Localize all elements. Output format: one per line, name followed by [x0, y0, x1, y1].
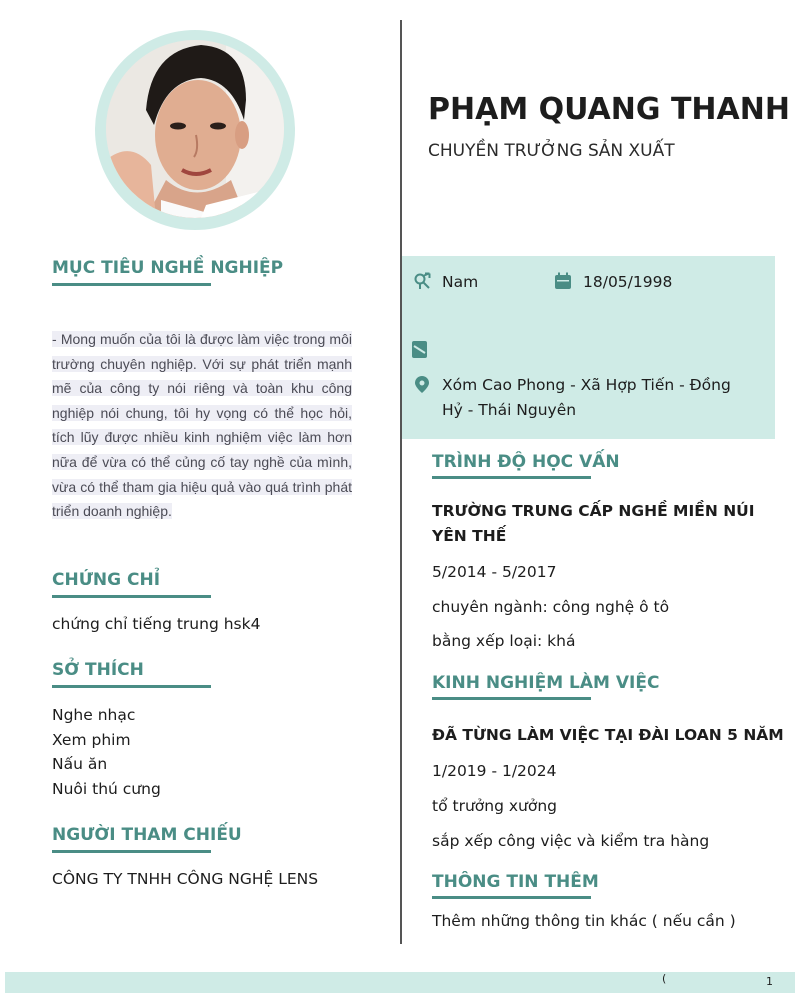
education-grade: bằng xếp loại: khá: [432, 632, 576, 650]
experience-position: tổ trưởng xưởng: [432, 797, 557, 815]
education-period: 5/2014 - 5/2017: [432, 563, 557, 581]
additional-underline: [432, 896, 591, 899]
column-divider: [400, 20, 402, 944]
hobby-item: Nuôi thú cưng: [52, 780, 161, 798]
email-icon: [412, 341, 430, 359]
references-title: NGƯỜI THAM CHIẾU: [52, 825, 242, 845]
objective-underline: [52, 283, 211, 286]
hobbies-underline: [52, 685, 211, 688]
experience-underline: [432, 697, 591, 700]
hobbies-title: SỞ THÍCH: [52, 660, 144, 680]
location-icon: [413, 375, 431, 393]
reference-item: CÔNG TY TNHH CÔNG NGHỆ LENS: [52, 870, 319, 888]
references-underline: [52, 850, 211, 853]
gender-value: Nam: [442, 273, 479, 291]
experience-period: 1/2019 - 1/2024: [432, 762, 557, 780]
hobby-item: Nghe nhạc: [52, 706, 136, 724]
experience-company: ĐÃ TỪNG LÀM VIỆC TẠI ĐÀI LOAN 5 NĂM: [432, 726, 784, 744]
hobby-item: Xem phim: [52, 731, 131, 749]
footer-bar: [5, 972, 795, 993]
education-school: TRƯỜNG TRUNG CẤP NGHỀ MIỀN NÚI YÊN THẾ: [432, 502, 755, 545]
certificate-item: chứng chỉ tiếng trung hsk4: [52, 615, 261, 633]
education-major: chuyên ngành: công nghệ ô tô: [432, 598, 670, 616]
page-number: 1: [766, 975, 773, 988]
certificates-title: CHỨNG CHỈ: [52, 570, 161, 590]
address-line-2: Hỷ - Thái Nguyên: [442, 401, 577, 419]
additional-title: THÔNG TIN THÊM: [432, 872, 599, 892]
footer-mark: (: [662, 972, 667, 985]
avatar: [106, 40, 284, 218]
experience-title: KINH NGHIỆM LÀM VIỆC: [432, 673, 660, 693]
birthday-value: 18/05/1998: [583, 273, 673, 291]
certificates-underline: [52, 595, 211, 598]
objective-title: MỤC TIÊU NGHỀ NGHIỆP: [52, 258, 284, 278]
gender-icon: [413, 272, 431, 290]
candidate-role: CHUYỀN TRƯỞNG SẢN XUẤT: [428, 141, 675, 161]
objective-text: - Mong muốn của tôi là được làm việc trong môi trường chuyên nghiệp. Với sự phát triển mạnh mẽ của công ty nói riêng và toàn khu công nghiệp nói chung, tôi hy vọng có thể học hỏi, tích lũy được nhiều kinh nghiệm việc làm hơn nữa để vừa có thể củng cố tay nghề của mình, vừa có thể tham gia hiệu quả vào quá trình phát triển doanh nghiệp.: [52, 331, 352, 520]
address-line-1: Xóm Cao Phong - Xã Hợp Tiến - Đồng: [442, 376, 731, 394]
candidate-name: PHẠM QUANG THANH: [428, 92, 790, 127]
additional-text: Thêm những thông tin khác ( nếu cần ): [432, 912, 736, 930]
education-title: TRÌNH ĐỘ HỌC VẤN: [432, 452, 620, 472]
calendar-icon: [554, 272, 572, 290]
hobby-item: Nấu ăn: [52, 755, 108, 773]
avatar-photo: [106, 40, 284, 218]
education-underline: [432, 476, 591, 479]
experience-duty: sắp xếp công việc và kiểm tra hàng: [432, 832, 710, 850]
